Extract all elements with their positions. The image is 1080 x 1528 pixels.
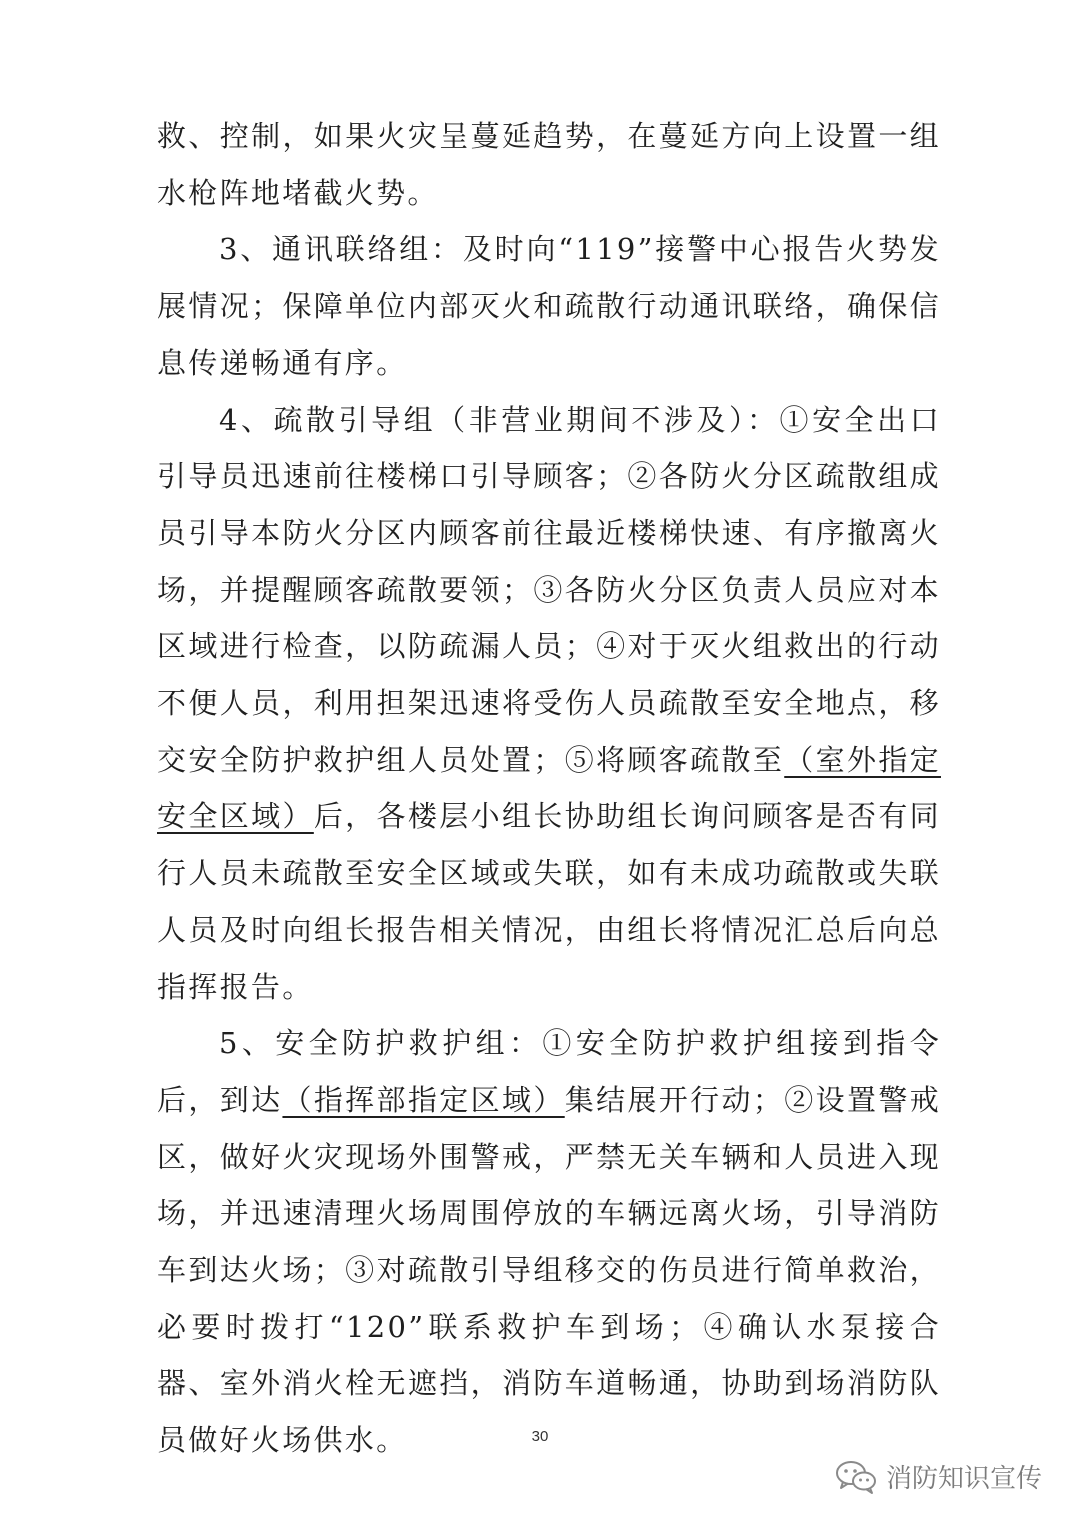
- page-number: 30: [531, 1428, 549, 1445]
- underlined-fill-in: （指挥部指定区域）: [282, 1082, 565, 1117]
- watermark: [834, 1458, 1042, 1495]
- paragraph-text: 集结展开行动；②设置警戒区，做好火灾现场外围警戒，严禁无关车辆和人员进入现场，并迅速清理火场周围停放的车辆远离火场，引导消防车到达火场；③对疏散引导组移交的伤员进行简单救治，必要时拨打“120”联系救护车到场；④确认水泵接合器、室外消火栓无遮挡，消防车道畅通，协助到场消防队员做好火场供水。: [157, 1082, 941, 1458]
- paragraph-evacuation-group: [157, 392, 941, 1016]
- underlined-fill-in: （室外指定安全区域）: [157, 742, 941, 834]
- paragraph-safety-rescue-group: [157, 1015, 941, 1469]
- paragraph-continuation: [157, 108, 941, 221]
- paragraph-text: 救、控制，如果火灾呈蔓延趋势，在蔓延方向上设置一组水枪阵地堵截火势。: [157, 119, 941, 210]
- watermark-label: 消防知识宣传: [885, 1464, 1042, 1494]
- paragraph-communication-group: [157, 221, 941, 391]
- paragraph-text: 3、通讯联络组：及时向“119”接警中心报告火势发展情况；保障单位内部灭火和疏散行动通讯联络，确保信息传递畅通有序。: [157, 232, 941, 380]
- paragraph-text: 5、安全防护救护组：①安全防护救护组接到指令后，到达: [157, 1026, 941, 1117]
- document-body: [157, 108, 941, 1469]
- paragraph-text: 后，各楼层小组长协助组长询问顾客是否有同行人员未疏散至安全区域或失联，如有未成功疏散或失联人员及时向组长报告相关情况，由组长将情况汇总后向总指挥报告。: [157, 799, 941, 1004]
- wechat-icon: [834, 1459, 878, 1495]
- paragraph-text: 4、疏散引导组（非营业期间不涉及）：①安全出口引导员迅速前往楼梯口引导顾客；②各防火分区疏散组成员引导本防火分区内顾客前往最近楼梯快速、有序撤离火场，并提醒顾客疏散要领；③各防火分区负责人员应对本区域进行检查，以防疏漏人员；④对于灭火组救出的行动不便人员，利用担架迅速将受伤人员疏散至安全地点，移交安全防护救护组人员处置；⑤将顾客疏散至: [157, 402, 941, 777]
